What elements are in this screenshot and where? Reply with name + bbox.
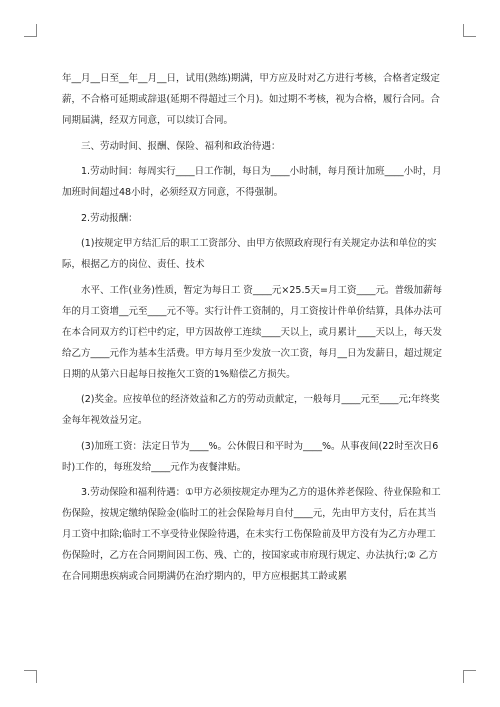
paragraph-wage-detail: 水平、工作(业务)性质，暂定为每日工 资____元×25.5天=月工资____元。普级加薪每年的月工资增__元至____元不等。实行计件工资制的，月工资按计件单价结算，具体办法可在本合同双方约订栏中约定，甲方因故停工连续____天以上，或月累计____天以上，每天发给乙方____元作为基本生活费。甲方每月至少发放一次工资，每月__日为发薪日，超过规定日期的从第六日起每日按拖欠工资的1%赔偿乙方损失。: [62, 284, 443, 380]
paragraph-probation: 年__月__日至__年__月__日，试用(熟练)期满，甲方应及时对乙方进行考核，合格者定级定薪，不合格可延期或辞退(延期不得超过三个月)。如过期不考核，视为合格，履行合同。合同期届满，经双方同意，可以续订合同。: [62, 73, 440, 126]
paragraph-overtime-pay: (3)加班工资：法定日节为____%。公休假日和平时为____%。从事夜间(22时至次日6时)工作的，每班发给____元作为夜餐津贴。: [62, 440, 439, 473]
paragraph-remuneration-heading: 2.劳动报酬：: [81, 212, 138, 224]
document-body: [62, 68, 442, 592]
crop-mark-bottom-left: [24, 670, 37, 683]
paragraph-insurance-welfare: 3.劳动保险和福利待遇：①甲方必须按规定办理为乙方的退休养老保险、待业保险和工伤保险，按规定缴纳保险金(临时工的社会保险每月自付____元，先由甲方支付，后在其当月工资中扣除;临时工不享受待业保险待遇，在未实行工伤保险前及甲方没有为乙方办理工伤保险时，乙方在合同期间因工伤、残、亡的，按国家或市府现行规定、办法执行;② 乙方在合同期患疾病或合同期满仍在治疗期内的，甲方应根据其工龄或累: [62, 487, 441, 582]
paragraph-bonus: (2)奖金。应按单位的经济效益和乙方的劳动贡献定，一般每月____元至____元;年终奖金每年视效益另定。: [62, 394, 440, 426]
paragraph-working-hours: 1.劳动时间：每周实行____日工作制，每日为____小时制，每月预计加班____小时，月加班时间超过48小时，必须经双方同意，不得强制。: [62, 166, 442, 198]
paragraph-wage-basis: (1)按规定甲方结汇后的职工工资部分、由甲方依照政府现行有关规定办法和单位的实际，根据乙方的岗位、责任、技术: [62, 238, 437, 270]
crop-mark-top-left: [24, 24, 37, 37]
crop-mark-top-right: [463, 24, 476, 37]
section-heading-labor: 三、劳动时间、报酬、保险、福利和政治待遇：: [81, 140, 281, 152]
crop-mark-bottom-right: [463, 670, 476, 683]
